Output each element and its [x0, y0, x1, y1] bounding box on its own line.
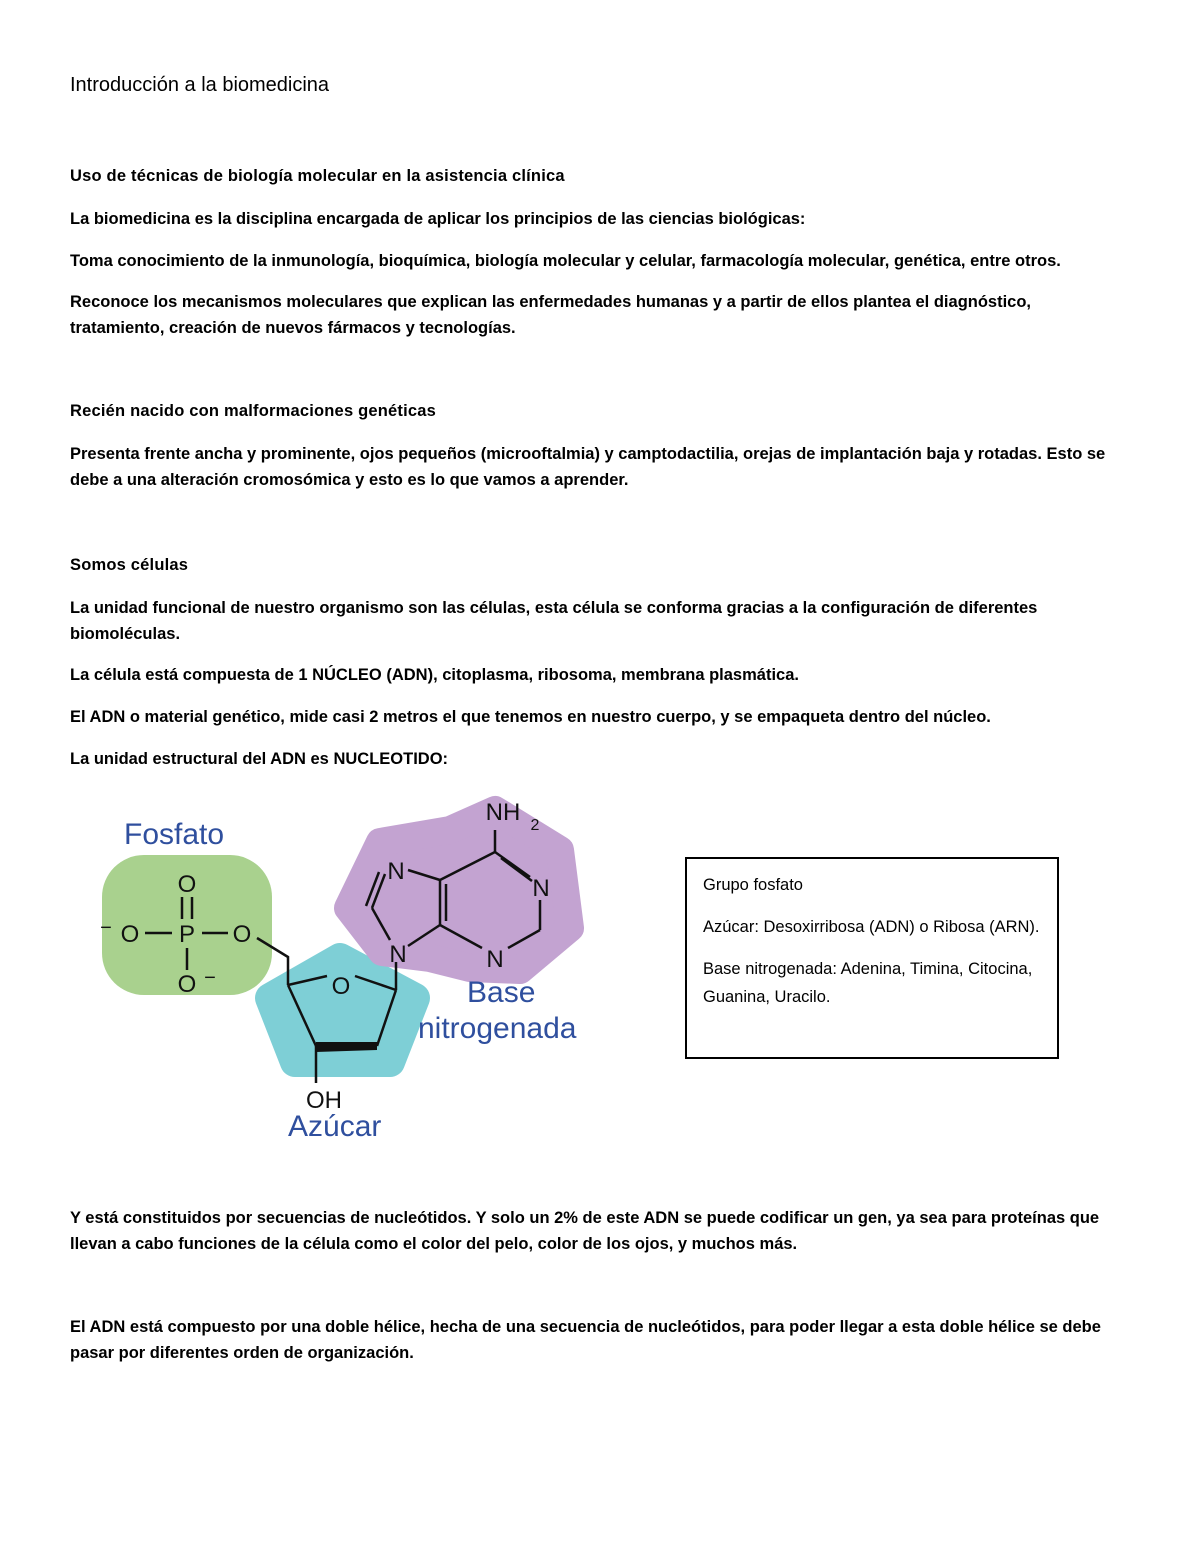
phosphate-top-oxygen: O	[177, 871, 197, 898]
paragraph-secuencias: Y está constituidos por secuencias de nucleótidos. Y solo un 2% de este ADN se puede codificar un gen, ya sea para proteínas que llevan a cabo funciones de la célula como el color del pelo, color de los ojos, y muchos más.	[70, 1209, 1100, 1253]
paragraph-celula-compuesta: La célula está compuesta de 1 NÚCLEO (ADN), citoplasma, ribosoma, membrana plasmática.	[70, 666, 799, 684]
paragraph-mecanismos: Reconoce los mecanismos moleculares que explican las enfermedades humanas y a partir de ellos plantea el diagnóstico, tratamiento, creación de nuevos fármacos y tecnologías.	[70, 293, 1032, 337]
section-heading-celulas: Somos células	[70, 556, 189, 574]
amine-subscript-2: 2	[530, 817, 540, 834]
nucleotide-diagram	[90, 780, 610, 1150]
paragraph-unidad-estructural: La unidad estructural del ADN es NUCLEOTIDO:	[70, 750, 449, 768]
phosphate-right-oxygen: O	[232, 921, 252, 948]
paragraph-conocimiento: Toma conocimiento de la inmunología, bioquímica, biología molecular y celular, farmacología molecular, genética, entre otros.	[70, 252, 1061, 270]
phosphorus-atom: P	[178, 921, 196, 948]
paragraph-definicion: La biomedicina es la disciplina encargada de aplicar los principios de las ciencias biológicas:	[70, 210, 806, 228]
left-oxygen-minus-sign: −	[100, 917, 112, 939]
infobox-nitrogen-base: Base nitrogenada: Adenina, Timina, Citocina, Guanina, Uracilo.	[703, 960, 1033, 1006]
phosphate-label: Fosfato	[124, 818, 225, 851]
base-nitrogen-n3: N	[486, 946, 504, 973]
document-title: Introducción a la biomedicina	[70, 74, 330, 96]
section-heading-malformaciones: Recién nacido con malformaciones genéticas	[70, 402, 437, 420]
paragraph-adn-material: El ADN o material genético, mide casi 2 metros el que tenemos en nuestro cuerpo, y se empaqueta dentro del núcleo.	[70, 708, 991, 726]
base-nitrogen-n1: N	[532, 875, 550, 902]
paragraph-doble-helice: El ADN está compuesto por una doble hélice, hecha de una secuencia de nucleótidos, para poder llegar a esta doble hélice se debe pasar por diferentes orden de organización.	[70, 1318, 1101, 1362]
base-nitrogen-n9: N	[389, 941, 407, 968]
base-label-line2: nitrogenada	[418, 1012, 577, 1045]
amine-group-nh: NH	[485, 799, 521, 826]
sugar-label: Azúcar	[288, 1110, 382, 1143]
base-nitrogen-n7: N	[387, 858, 405, 885]
sugar-hydroxyl: OH	[306, 1087, 342, 1114]
phosphate-left-oxygen: O	[120, 921, 140, 948]
nucleotide-components-box	[685, 857, 1059, 1059]
infobox-phosphate-group: Grupo fosfato	[703, 876, 803, 894]
infobox-sugar: Azúcar: Desoxirribosa (ADN) o Ribosa (ARN).	[703, 918, 1040, 936]
base-label-line1: Base	[467, 976, 536, 1009]
bottom-oxygen-minus-sign: −	[204, 967, 216, 989]
phosphate-bottom-oxygen: O	[177, 971, 197, 998]
section-heading-biologia-molecular: Uso de técnicas de biología molecular en la asistencia clínica	[70, 167, 565, 185]
paragraph-unidad-funcional: La unidad funcional de nuestro organismo son las células, esta célula se conforma gracias a la configuración de diferentes biomoléculas.	[70, 599, 1038, 643]
sugar-ring-oxygen: O	[331, 973, 351, 1000]
paragraph-malformaciones: Presenta frente ancha y prominente, ojos pequeños (microoftalmia) y camptodactilia, orejas de implantación baja y rotadas. Esto se debe a una alteración cromosómica y esto es lo que vamos a aprender.	[70, 445, 1106, 489]
